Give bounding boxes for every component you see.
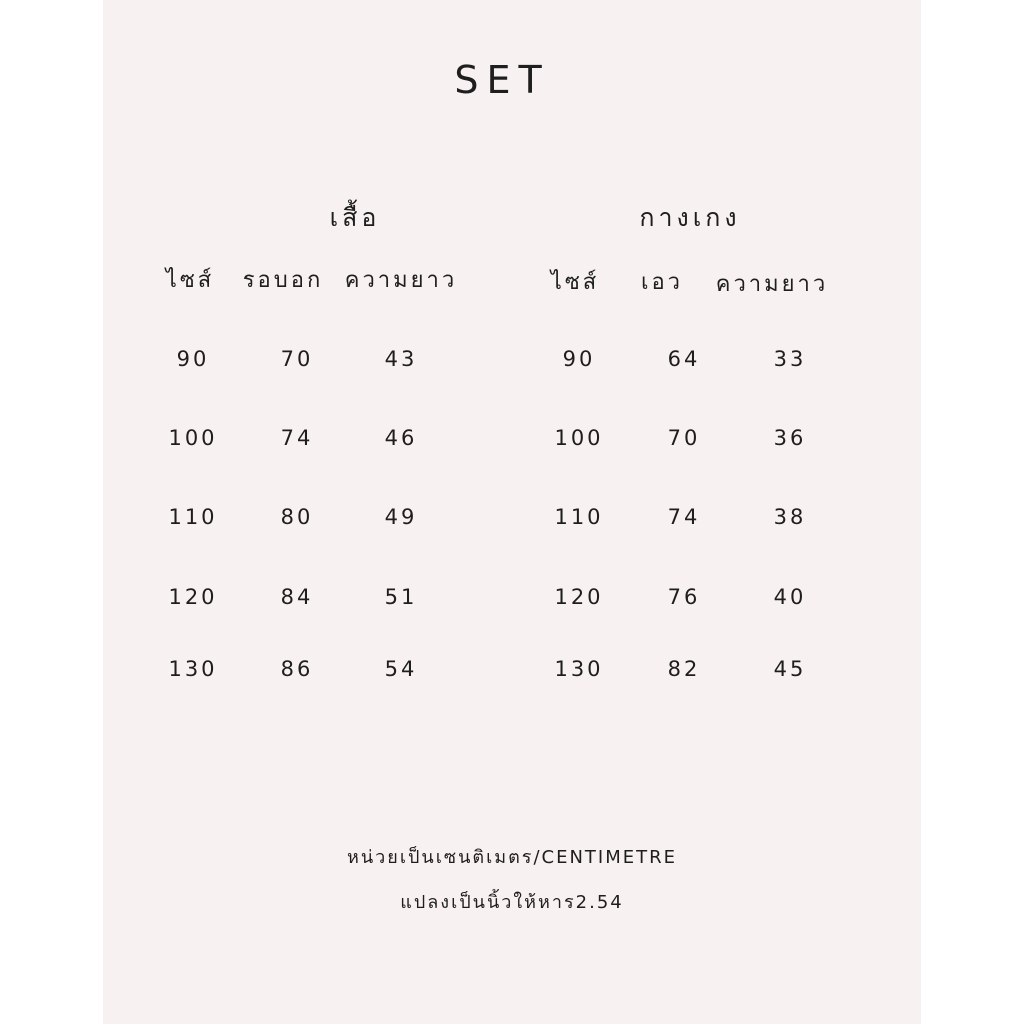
cell-bottom-length: 36 — [773, 426, 807, 450]
unit-note: หน่วยเป็นเซนติเมตร/CENTIMETRE — [347, 847, 677, 868]
cell-top-size: 90 — [176, 347, 210, 371]
cell-top-size: 100 — [168, 426, 218, 450]
header-bottom-waist: เอว — [640, 270, 684, 295]
cell-top-length: 51 — [384, 585, 418, 609]
cell-waist: 82 — [667, 657, 701, 681]
cell-chest: 74 — [280, 426, 314, 450]
cell-bottom-length: 33 — [773, 347, 807, 371]
cell-bottom-size: 130 — [554, 657, 604, 681]
section-title-top: เสื้อ — [329, 203, 381, 232]
cell-chest: 70 — [280, 347, 314, 371]
cell-bottom-size: 110 — [554, 505, 604, 529]
cell-top-length: 46 — [384, 426, 418, 450]
cell-top-length: 54 — [384, 657, 418, 681]
cell-bottom-length: 38 — [773, 505, 807, 529]
cell-bottom-length: 40 — [773, 585, 807, 609]
cell-chest: 86 — [280, 657, 314, 681]
cell-waist: 74 — [667, 505, 701, 529]
cell-top-size: 110 — [168, 505, 218, 529]
cell-bottom-size: 120 — [554, 585, 604, 609]
header-top-chest: รอบอก — [242, 268, 324, 293]
cell-bottom-size: 100 — [554, 426, 604, 450]
cell-top-size: 130 — [168, 657, 218, 681]
cell-bottom-length: 45 — [773, 657, 807, 681]
page-title: SET — [454, 58, 550, 102]
cell-chest: 84 — [280, 585, 314, 609]
cell-chest: 80 — [280, 505, 314, 529]
cell-top-length: 49 — [384, 505, 418, 529]
header-bottom-size: ไซส์ — [550, 270, 600, 295]
cell-bottom-size: 90 — [562, 347, 596, 371]
cell-waist: 76 — [667, 585, 701, 609]
cell-waist: 70 — [667, 426, 701, 450]
cell-waist: 64 — [667, 347, 701, 371]
header-top-length: ความยาว — [344, 268, 458, 293]
header-top-size: ไซส์ — [165, 268, 215, 293]
header-bottom-length: ความยาว — [715, 272, 829, 297]
cell-top-length: 43 — [384, 347, 418, 371]
section-title-bottom: กางเกง — [639, 203, 741, 232]
cell-top-size: 120 — [168, 585, 218, 609]
conversion-note: แปลงเป็นนิ้วให้หาร2.54 — [400, 892, 624, 913]
